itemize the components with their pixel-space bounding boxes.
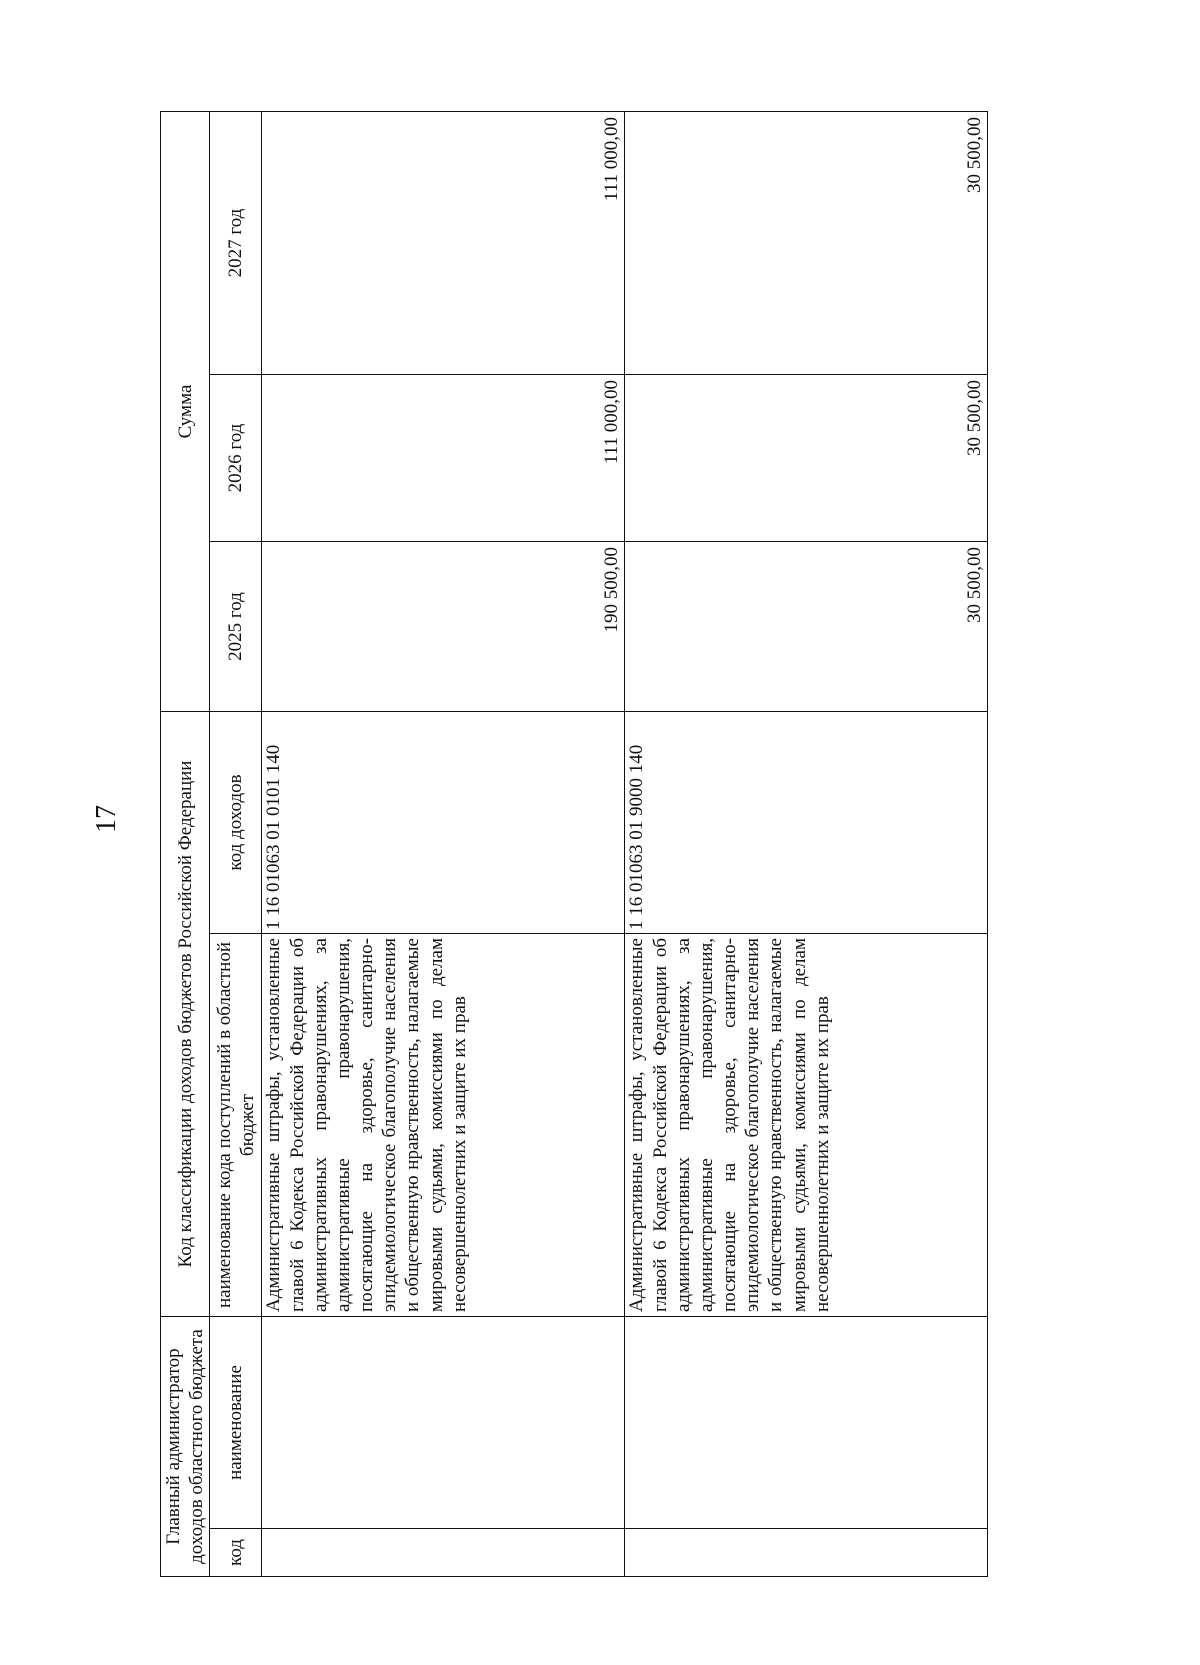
sum-2025-cell: 190 500,00 xyxy=(262,542,625,712)
admin-code-cell xyxy=(262,1529,625,1577)
header-income-code: код доходов xyxy=(210,712,262,934)
header-admin-code: код xyxy=(210,1529,262,1577)
table-row xyxy=(262,111,625,1576)
admin-name-cell xyxy=(625,1317,988,1529)
header-admin-group: Главный администратор доходов областного бюджета xyxy=(161,1317,210,1577)
sum-2026-cell: 111 000,00 xyxy=(262,375,625,542)
sum-2026-cell: 30 500,00 xyxy=(625,375,988,542)
sum-2027-cell: 111 000,00 xyxy=(262,111,625,374)
header-year-2026: 2026 год xyxy=(210,375,262,542)
header-classification-group: Код классификации доходов бюджетов Российской Федерации xyxy=(161,712,210,1317)
description-cell: Административные штрафы, установленные главой 6 Кодекса Российской Федерации об административных правонарушениях, за административные правонарушения, посягающие на здоровье, санитарно-эпидемиологическое благополучие населения и общественную нравственность, налагаемые мировыми судьями, комиссиями по делам несовершеннолетних и защите их прав xyxy=(262,934,625,1317)
header-year-2027: 2027 год xyxy=(210,111,262,374)
header-sum-group: Сумма xyxy=(161,111,210,711)
income-code-cell: 1 16 01063 01 0101 140 xyxy=(262,712,625,934)
sum-2027-cell: 30 500,00 xyxy=(625,111,988,374)
income-code-cell: 1 16 01063 01 9000 140 xyxy=(625,712,988,934)
header-classification-name: наименование кода поступлений в областной бюджет xyxy=(210,934,262,1317)
sum-2025-cell: 30 500,00 xyxy=(625,542,988,712)
budget-revenue-table xyxy=(160,111,988,1577)
page-number: 17 xyxy=(91,805,122,833)
admin-code-cell xyxy=(625,1529,988,1577)
table-row xyxy=(625,111,988,1576)
header-year-2025: 2025 год xyxy=(210,542,262,712)
admin-name-cell xyxy=(262,1317,625,1529)
header-admin-name: наименование xyxy=(210,1317,262,1529)
description-cell: Административные штрафы, установленные главой 6 Кодекса Российской Федерации об административных правонарушениях, за административные правонарушения, посягающие на здоровье, санитарно-эпидемиологическое благополучие населения и общественную нравственность, налагаемые мировыми судьями, комиссиями по делам несовершеннолетних и защите их прав xyxy=(625,934,988,1317)
rotated-table-container xyxy=(160,112,987,1577)
